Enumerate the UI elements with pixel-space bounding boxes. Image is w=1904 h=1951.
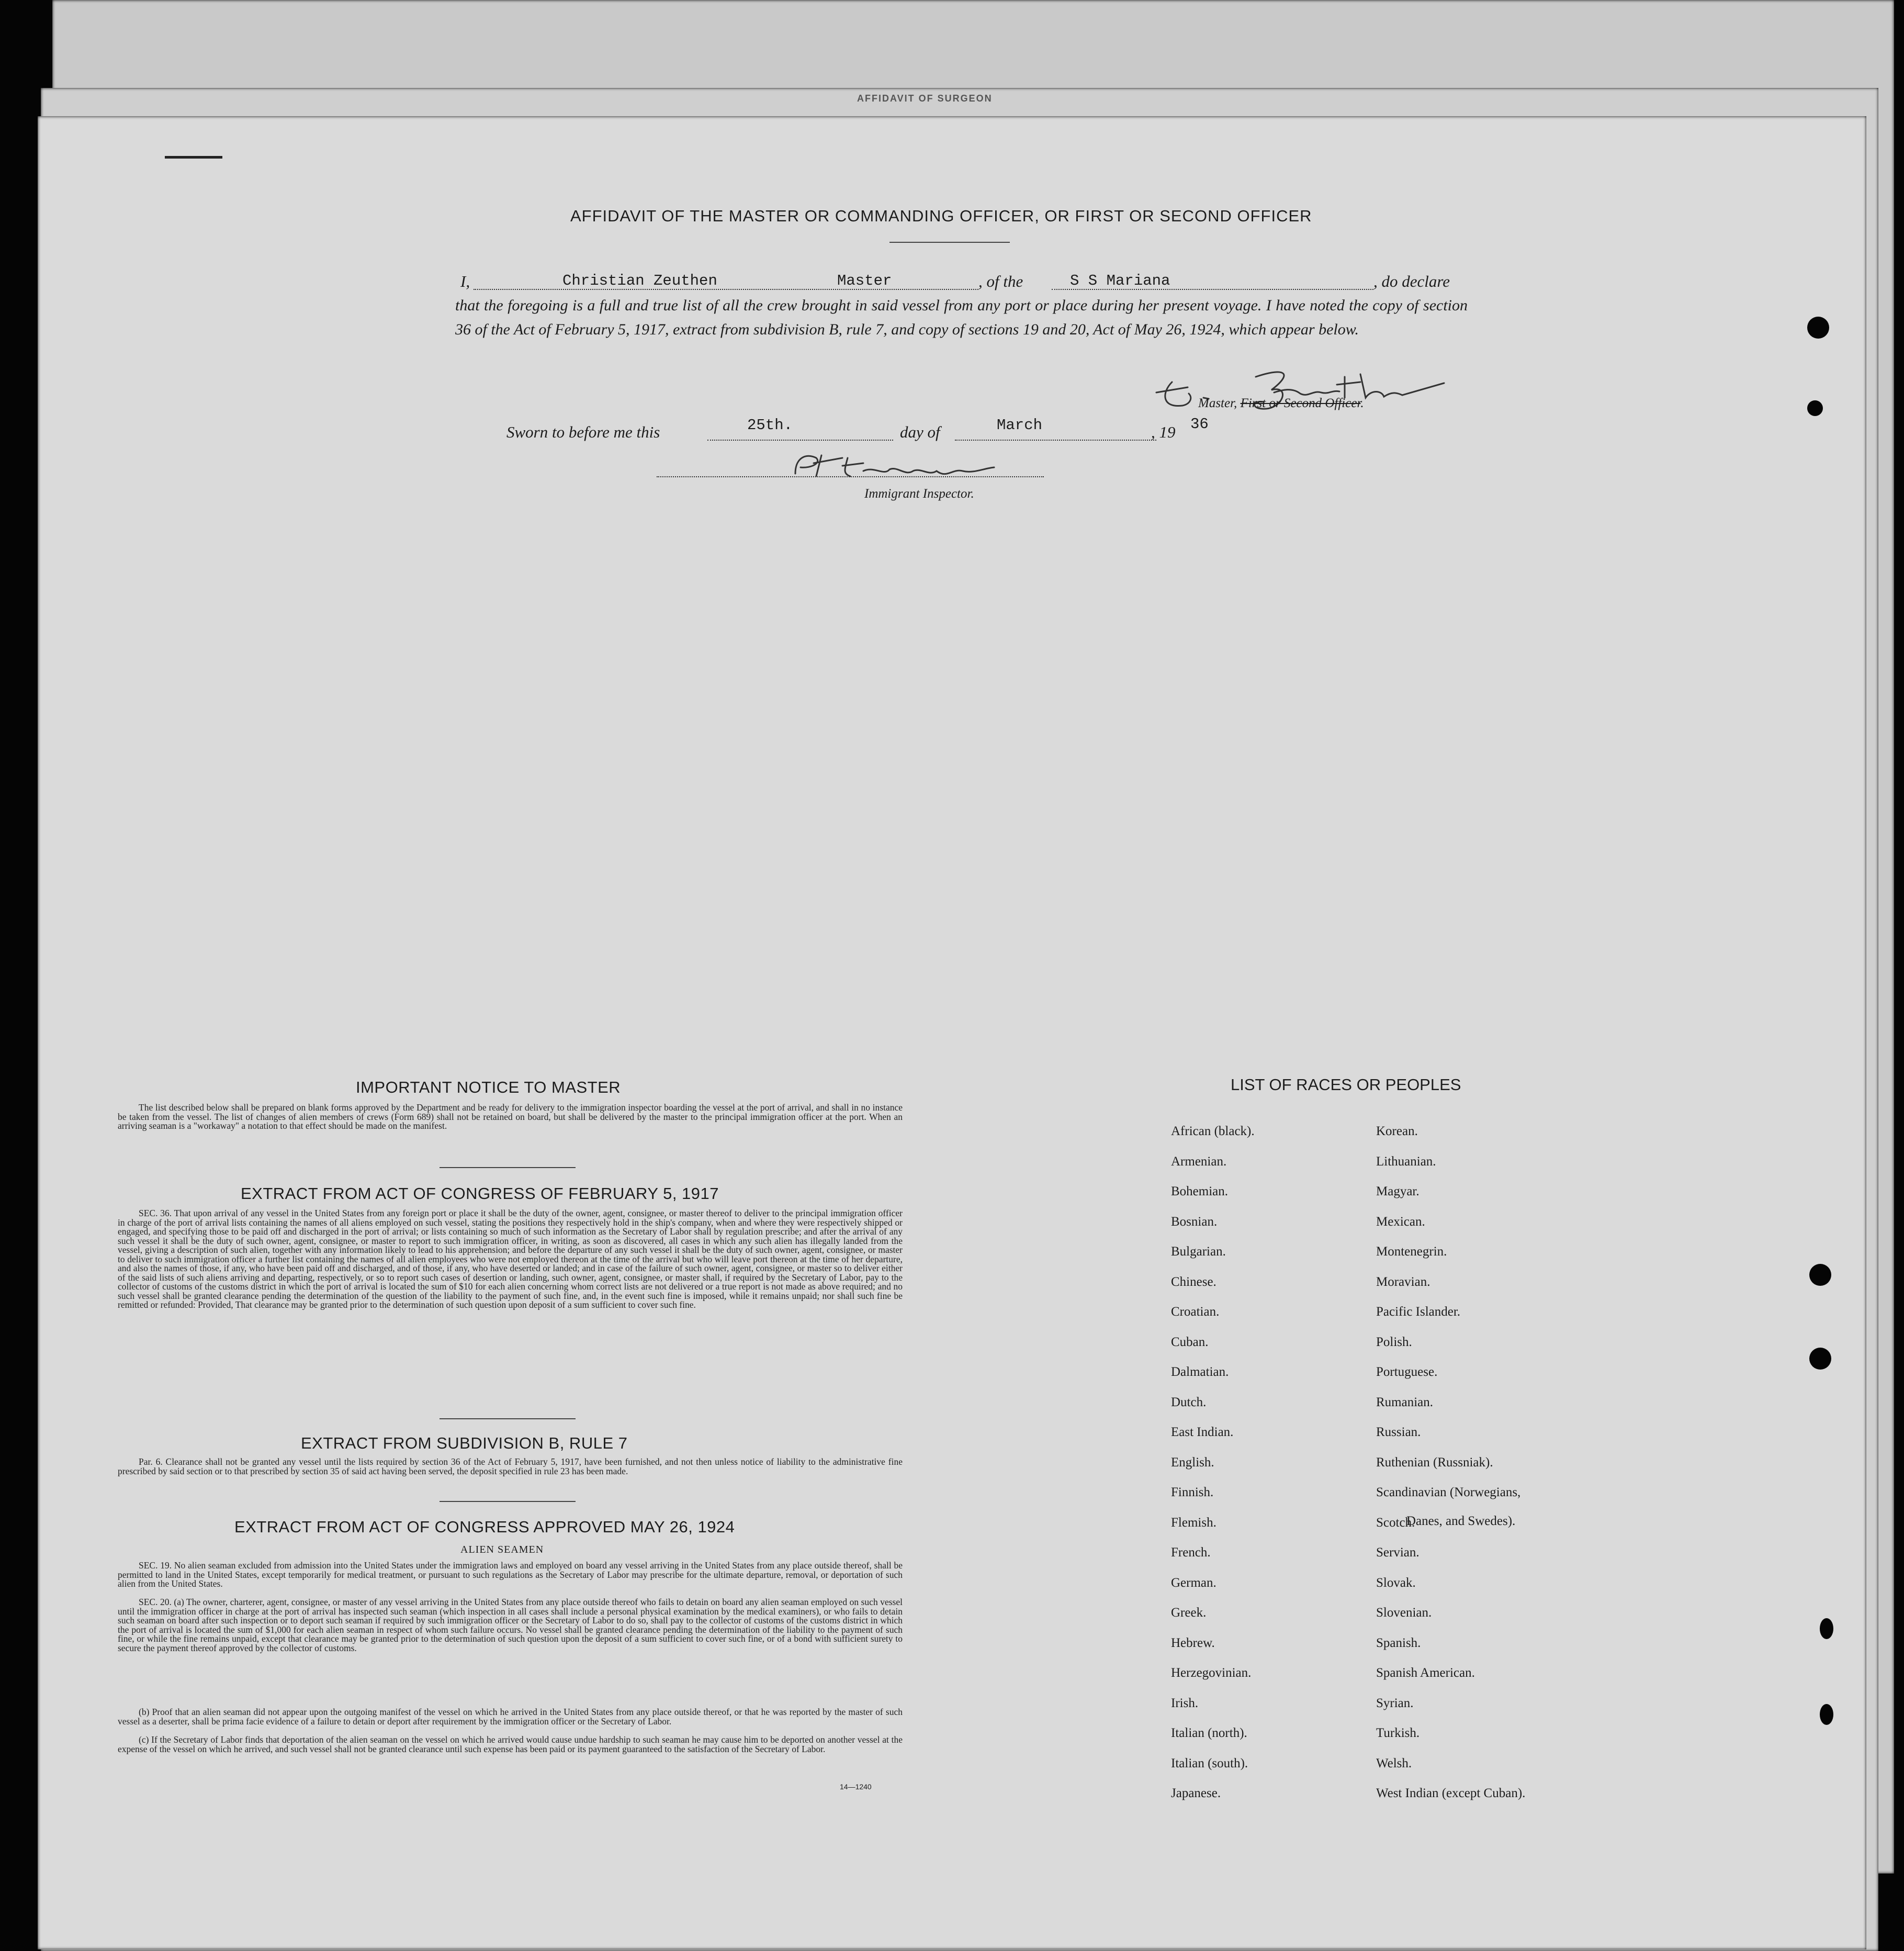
month-line: [955, 440, 1156, 441]
of-the-label: , of the: [978, 272, 1023, 290]
race-item: Chinese.: [1171, 1274, 1216, 1289]
race-item: Magyar.: [1376, 1184, 1419, 1198]
day-of-label: day of: [900, 423, 940, 441]
race-item: Montenegrin.: [1376, 1244, 1447, 1259]
race-item: French.: [1171, 1545, 1211, 1560]
race-item: Ruthenian (Russniak).: [1376, 1455, 1493, 1470]
race-item: African (black).: [1171, 1124, 1255, 1138]
main-sheet: [38, 116, 1866, 1949]
inspector-label: Immigrant Inspector.: [864, 487, 974, 501]
race-item: Turkish.: [1376, 1726, 1420, 1740]
notice-title: IMPORTANT NOTICE TO MASTER: [356, 1078, 621, 1096]
race-item: Dutch.: [1171, 1395, 1207, 1409]
race-item: Lithuanian.: [1376, 1154, 1436, 1169]
day-line: [707, 440, 893, 441]
race-item: Servian.: [1376, 1545, 1419, 1560]
caption-master: Master,: [1198, 396, 1237, 410]
race-item: Rumanian.: [1376, 1395, 1434, 1409]
race-item: German.: [1171, 1575, 1216, 1590]
punch-hole: [1820, 1704, 1833, 1725]
race-item: Italian (south).: [1171, 1756, 1248, 1770]
extract-1924-sec19: SEC. 19. No alien seaman excluded from admission into the United States under the immigration laws and employed on board any vessel arriving in the United States from any place outside thereof, shall be permitted to land in the United States, except temporarily for medical treatment, or pursuant to such regulations as the Secretary of Labor may prescribe for the ultimate departure, removal, or deportation of such alien from the United States.: [118, 1560, 903, 1589]
race-item: Pacific Islander.: [1376, 1305, 1461, 1319]
master-name-value: Christian Zeuthen: [562, 272, 717, 289]
year-value: 36: [1190, 416, 1209, 433]
punch-hole: [1807, 317, 1829, 339]
punch-hole: [1807, 400, 1823, 416]
race-item: Syrian.: [1376, 1696, 1414, 1710]
corner-dash-mark: [165, 156, 222, 159]
race-item: Armenian.: [1171, 1154, 1227, 1169]
punch-hole: [1809, 1348, 1831, 1370]
race-item: Finnish.: [1171, 1485, 1214, 1499]
extract-1917-text: SEC. 36. That upon arrival of any vessel in the United States from any foreign port or place it shall be the duty of the owner, agent, consignee, or master thereof to deliver to the principal immigration officer in charge of the port of arrival lists containing the names of all aliens employed on such vessel, stating the positions they respectively hold in the ship's company, when and where they were respectively shipped or engaged, and specifying those to be paid off and discharged in the port of arrival; or lists containing so much of such information as the Secretary of Labor shall by regulation prescribe; and after the arrival of any such vessel it shall be the duty of such owner, agent, consignee, or master to report to such immigration officer, in writing, as soon as discovered, all cases in which any such alien has illegally landed from the vessel, giving a description of such alien, together with any information likely to lead to his apprehension; and before the departure of any such vessel it shall be the duty of such owner, agent, consignee, or master to deliver to such immigration officer a further list containing the names of all alien employees who were not employed thereon at the time of the arrival but who will leave port thereon at the time of her departure, and also the names of those, if any, who have been paid off and discharged, and of those, if any, who have deserted or landed; and in case of the failure of such owner, agent, consignee, or master so to deliver either of the said lists of such aliens arriving and departing, respectively, or so to report such cases of desertion or landing, such owner, agent, consignee, or master shall, if required by the Secretary of Labor, pay to the collector of customs of the customs district in which the port of arrival is located the sum of $10 for each alien concerning whom correct lists are not delivered or a true report is not made as above required; and no such vessel shall be granted clearance pending the determination of the question of the liability to the payment of such fine, and, in the event such fine is imposed, while it remains unpaid; nor shall such fine be remitted or refunded: Provided, That clearance may be granted prior to the determination of such question upon deposit of a sum sufficient to cover such fine.: [118, 1208, 903, 1310]
sworn-month-value: March: [997, 417, 1043, 434]
races-title: LIST OF RACES OR PEOPLES: [1231, 1075, 1461, 1094]
caption-struck-officer: First or Second Officer: [1240, 396, 1361, 410]
race-item: Irish.: [1171, 1696, 1199, 1710]
extract-rule7-title: EXTRACT FROM SUBDIVISION B, RULE 7: [301, 1434, 628, 1452]
extract-1924-sec20a: SEC. 20. (a) The owner, charterer, agent, consignee, or master of any vessel arriving in the United States from any place outside thereof who fails to detain on board any alien seaman employed on such vessel until the immigration officer in charge at the port of arrival has inspected such seaman (which inspection in all cases shall include a personal physical examination by the medical examiners), or who fails to detain such seaman on board after such inspection or to deport such seaman if required by such immigration officer or the Secretary of Labor to do so, shall pay to the collector of customs of the customs district in which the port of arrival is located the sum of $1,000 for each alien seaman in respect of whom such failure occurs. No vessel shall be granted clearance pending the determination of the liability to the payment of such fine, or while the fine remains unpaid, except that clearance may be granted prior to the determination of such question upon the deposit of a sum sufficient to cover such fine, or of a bond with sufficient surety to secure the payment thereof approved by the collector of customs.: [118, 1597, 903, 1653]
race-item: West Indian (except Cuban).: [1376, 1786, 1526, 1800]
vessel-value: S S Mariana: [1070, 272, 1170, 289]
race-item: Korean.: [1376, 1124, 1418, 1138]
name-line: [474, 289, 978, 290]
race-item: Dalmatian.: [1171, 1365, 1229, 1379]
race-item: Bulgarian.: [1171, 1244, 1226, 1259]
rank-value: Master: [837, 272, 892, 289]
race-item: Flemish.: [1171, 1515, 1216, 1530]
race-item: Hebrew.: [1171, 1635, 1215, 1650]
race-item: East Indian.: [1171, 1425, 1234, 1439]
race-item: Welsh.: [1376, 1756, 1412, 1770]
year-prefix: , 19: [1151, 423, 1176, 441]
race-item: Scandinavian (Norwegians,: [1376, 1485, 1521, 1499]
race-item: Japanese.: [1171, 1786, 1221, 1800]
race-item: Herzegovinian.: [1171, 1666, 1252, 1680]
race-item: Bosnian.: [1171, 1214, 1218, 1229]
do-declare-label: , do declare: [1373, 272, 1450, 290]
extract-1917-divider: [440, 1418, 576, 1419]
extract-1924-title: EXTRACT FROM ACT OF CONGRESS APPROVED MAY 26, 1924: [234, 1518, 735, 1536]
extract-rule7-divider: [440, 1501, 576, 1502]
race-item: Moravian.: [1376, 1274, 1430, 1289]
form-number: 14—1240: [840, 1782, 872, 1791]
race-item: Scotch.: [1376, 1515, 1415, 1530]
inspector-line: [657, 476, 1044, 477]
race-item: Slovenian.: [1376, 1606, 1432, 1620]
race-item: Slovak.: [1376, 1575, 1416, 1590]
caption-period: .: [1360, 396, 1364, 410]
signature-caption: [1198, 396, 1364, 411]
race-item: Bohemian.: [1171, 1184, 1229, 1198]
race-item: Polish.: [1376, 1335, 1412, 1349]
extract-1924-subtitle: ALIEN SEAMEN: [460, 1544, 544, 1555]
extract-1917-title: EXTRACT FROM ACT OF CONGRESS OF FEBRUARY 5, 1917: [241, 1184, 719, 1203]
i-label: I,: [460, 272, 470, 290]
extract-1924-sec20c: (c) If the Secretary of Labor finds that deportation of the alien seaman on the vessel on which he arrived would cause undue hardship to such seaman he may cause him to be deported on another vessel at the expense of the vessel on which he arrived, and such vessel shall not be granted clearance until such expense has been paid or its payment guaranteed to the satisfaction of the Secretary of Labor.: [118, 1734, 903, 1754]
sworn-day-value: 25th.: [747, 417, 793, 434]
race-item: English.: [1171, 1455, 1214, 1470]
affidavit-title: AFFIDAVIT OF THE MASTER OR COMMANDING OFFICER, OR FIRST OR SECOND OFFICER: [570, 207, 1312, 225]
sworn-label: Sworn to before me this: [506, 423, 660, 441]
race-item: Cuban.: [1171, 1335, 1209, 1349]
race-item: Spanish.: [1376, 1635, 1421, 1650]
extract-1924-sec20b: (b) Proof that an alien seaman did not appear upon the outgoing manifest of the vessel on which he arrived in the United States from any place outside thereof, or that he was reported by the master of such vessel as a deserter, shall be prima facie evidence of a failure to detain or deport after requirement by the immigration officer or the Secretary of Labor.: [118, 1707, 903, 1726]
race-item: Mexican.: [1376, 1214, 1425, 1229]
race-item: Portuguese.: [1376, 1365, 1438, 1379]
race-item: Italian (north).: [1171, 1726, 1247, 1740]
race-item: Spanish American.: [1376, 1666, 1475, 1680]
partial-header-text: AFFIDAVIT OF SURGEON: [857, 93, 993, 104]
extract-rule7-text: Par. 6. Clearance shall not be granted any vessel until the lists required by section 36 of the Act of February 5, 1917, have been furnished, and not then unless notice of liability to the administrative fine prescribed by said section or to that prescribed by section 35 of said act having been served, the deposit specified in rule 23 has been made.: [118, 1456, 903, 1476]
race-item: Greek.: [1171, 1606, 1207, 1620]
race-item: Russian.: [1376, 1425, 1421, 1439]
notice-text: The list described below shall be prepared on blank forms approved by the Department and be ready for delivery to the immigration inspector boarding the vessel at the port of arrival, and shall in no instance be taken from the vessel. The list of changes of alien members of crews (Form 689) shall not be retained on board, but shall be delivered by the master to the principal immigration officer at the port. When an arriving seaman is a "workaway" a notation to that effect should be made on the manifest.: [118, 1102, 903, 1131]
title-divider: [889, 242, 1010, 243]
punch-hole: [1809, 1264, 1831, 1286]
race-item: Croatian.: [1171, 1305, 1220, 1319]
inspector-signature: [785, 447, 1046, 484]
punch-hole: [1820, 1618, 1833, 1639]
notice-divider: [440, 1167, 576, 1168]
declaration-text: that the foregoing is a full and true list of all the crew brought in said vessel from any port or place during her present voyage. I have noted the copy of section 36 of the Act of February 5, 1917, extract from subdivision B, rule 7, and copy of sections 19 and 20, Act of May 26, 1924, which appear below.: [455, 297, 1468, 338]
race-continuation: Danes, and Swedes).: [1406, 1514, 1516, 1528]
